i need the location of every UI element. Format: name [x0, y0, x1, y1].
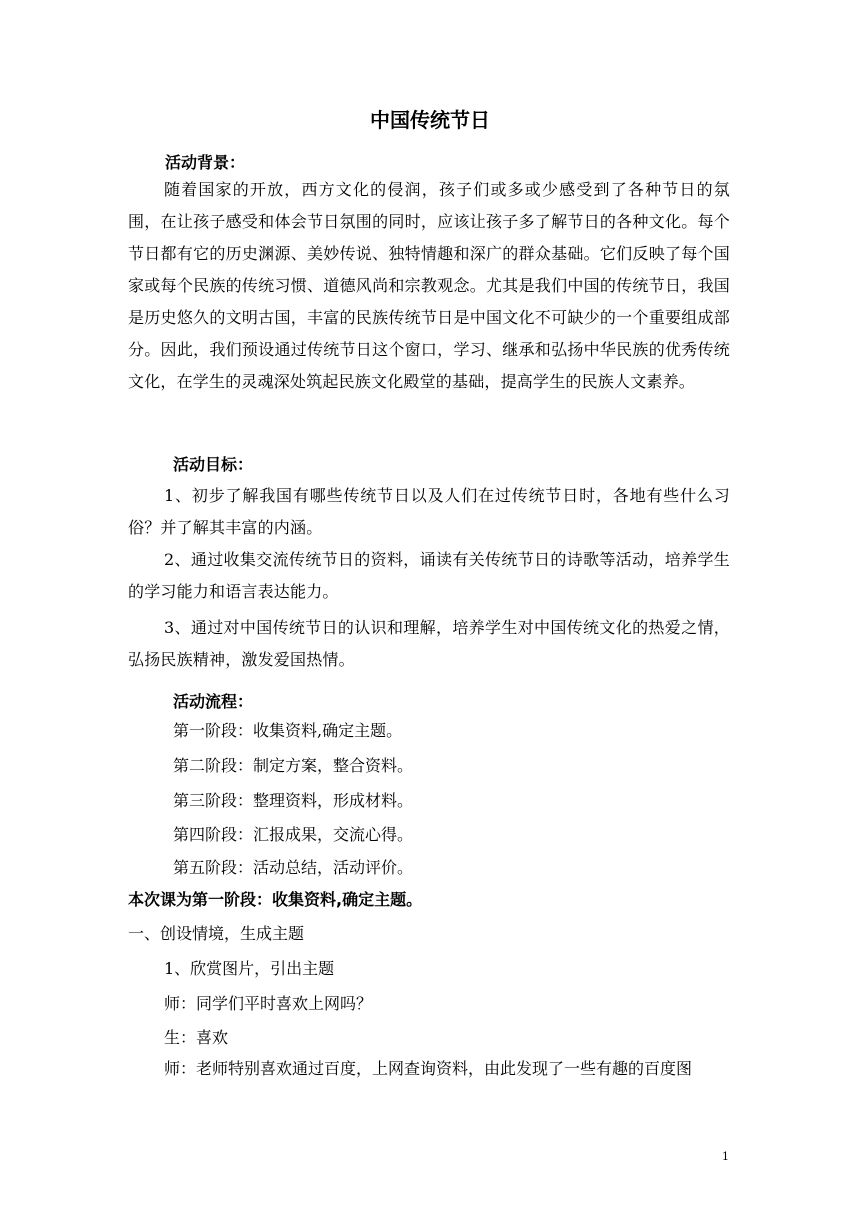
background-paragraph: 随着国家的开放，西方文化的侵润，孩子们或多或少感受到了各种节日的氛围，在让孩子感受和体会节日氛围的同时，应该让孩子多了解节日的各种文化。每个节日都有它的历史渊源、美妙传说、独特情趣和深广的群众基础。它们反映了每个国家或每个民族的传统习惯、道德风尚和宗教观念。尤其是我们中国的传统节日，我国是历史悠久的文明古国，丰富的民族传统节日是中国文化不可缺少的一个重要组成部分。因此，我们预设通过传统节日这个窗口，学习、继承和弘扬中华民族的优秀传统文化，在学生的灵魂深处筑起民族文化殿堂的基础，提高学生的民族人文素养。 — [128, 180, 730, 391]
stage-item-3: 第三阶段：整理资料，形成材料。 — [173, 791, 414, 810]
goal-item-1: 1、初步了解我国有哪些传统节日以及人们在过传统节日时，各地有些什么习俗？并了解其丰富的内涵。 — [128, 486, 730, 537]
goals-heading: 活动目标： — [173, 455, 254, 474]
dialogue-line-2: 生：喜欢 — [164, 1028, 229, 1047]
stage-item-5: 第五阶段：活动总结，活动评价。 — [173, 858, 414, 877]
background-heading: 活动背景： — [165, 153, 246, 172]
document-title: 中国传统节日 — [370, 108, 490, 132]
goal-item-2: 2、通过收集交流传统节日的资料，诵读有关传统节日的诗歌等活动，培养学生的学习能力和语言表达能力。 — [128, 550, 730, 601]
page-number: 1 — [722, 1150, 729, 1163]
process-heading: 活动流程： — [173, 692, 254, 711]
stage-item-4: 第四阶段：汇报成果，交流心得。 — [173, 825, 414, 844]
goal-item-3: 3、通过对中国传统节日的认识和理解，培养学生对中国传统文化的热爱之情，弘扬民族精神，激发爱国热情。 — [128, 618, 730, 669]
section-heading-one: 一、创设情境，生成主题 — [128, 924, 305, 943]
dialogue-line-1: 师：同学们平时喜欢上网吗？ — [164, 994, 373, 1013]
stage-item-2: 第二阶段：制定方案，整合资料。 — [173, 756, 414, 775]
subsection-heading: 1、欣赏图片，引出主题 — [164, 959, 335, 978]
lesson-note: 本次课为第一阶段：收集资料,确定主题。 — [128, 890, 423, 909]
dialogue-line-3: 师：老师特别喜欢通过百度，上网查询资料，由此发现了一些有趣的百度图 — [164, 1059, 693, 1078]
stage-item-1: 第一阶段：收集资料,确定主题。 — [173, 721, 403, 740]
